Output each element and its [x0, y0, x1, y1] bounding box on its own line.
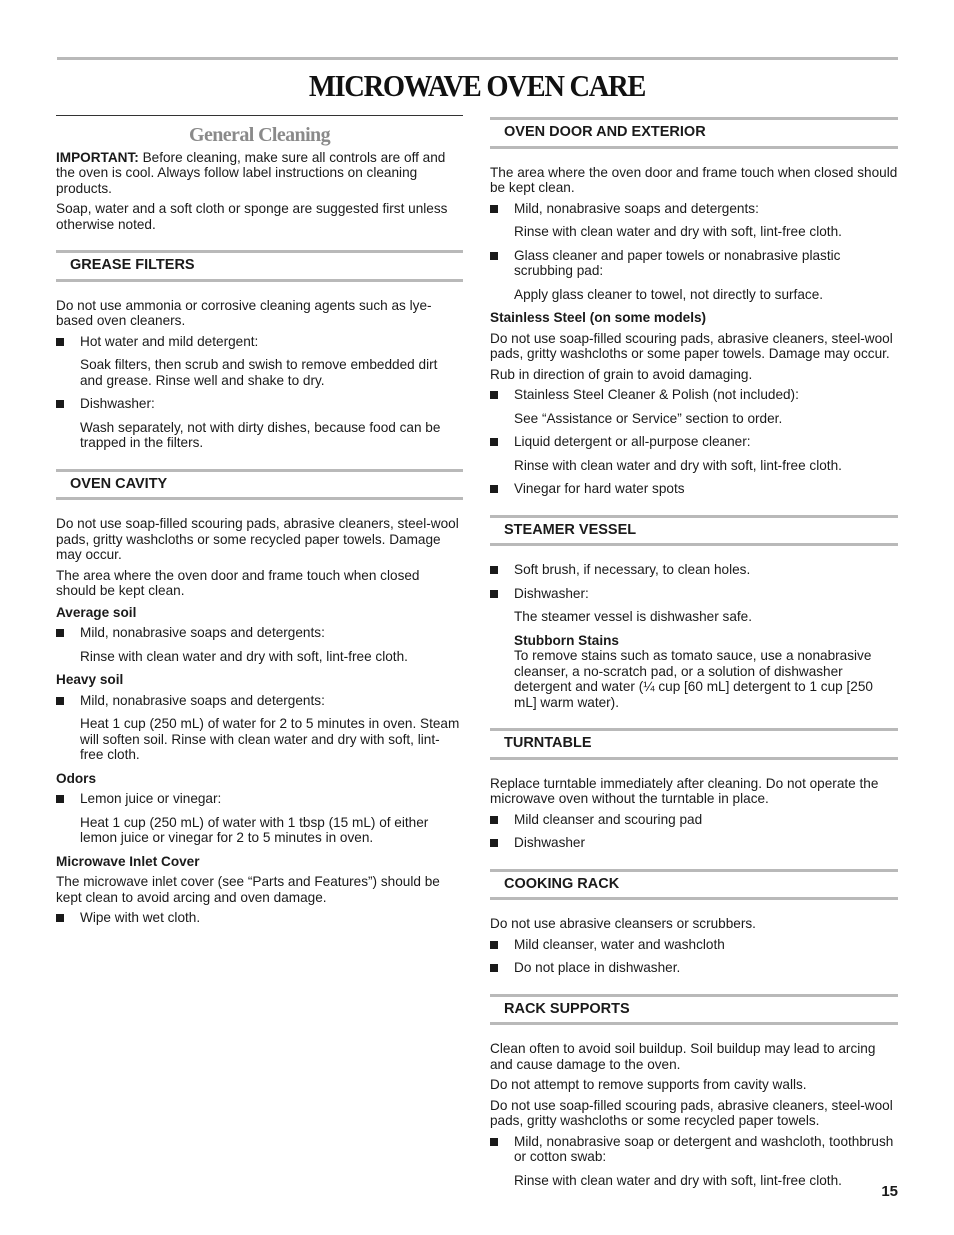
bullet-square-icon — [490, 590, 498, 598]
stubborn-stains-text: To remove stains such as tomato sauce, use a nonabrasive cleanser, a no-scratch pad, or a solution of dishwasher detergent and water (¼ cup [60 mL] detergent to 1 cup [250 mL] warm water). — [514, 648, 873, 710]
list-item — [490, 481, 898, 497]
bullet-detail: Rinse with clean water and dry with soft, lint-free cloth. — [514, 224, 842, 239]
bullet-text: Dishwasher: — [514, 585, 589, 601]
turntable-intro: Replace turntable immediately after cleaning. Do not operate the microwave oven without the turntable in place. — [490, 775, 879, 806]
page-number: 15 — [881, 1183, 898, 1200]
stubborn-stains-block — [490, 633, 898, 711]
list-item — [490, 562, 898, 578]
rack-supports-p3: Do not use soap-filled scouring pads, abrasive cleaners, steel-wool pads, gritty washcloths or some recycled paper towels. — [490, 1097, 893, 1128]
bullet-detail: Rinse with clean water and dry with soft, lint-free cloth. — [514, 457, 842, 473]
right-column — [490, 115, 898, 1196]
steamer-vessel-heading: STEAMER VESSEL — [490, 515, 898, 547]
list-item — [56, 910, 463, 926]
oven-door-heading: OVEN DOOR AND EXTERIOR — [490, 117, 898, 149]
general-cleaning-heading: General Cleaning — [189, 124, 330, 146]
bullet-text: Soft brush, if necessary, to clean holes. — [514, 562, 751, 577]
oven-door-intro: The area where the oven door and frame touch when closed should be kept clean. — [490, 164, 898, 195]
soap-note: Soap, water and a soft cloth or sponge are suggested first unless otherwise noted. — [56, 201, 448, 232]
bullet-text: Mild, nonabrasive soaps and detergents: — [80, 692, 325, 708]
bullet-text: Mild, nonabrasive soaps and detergents: — [80, 625, 325, 640]
list-item — [490, 248, 898, 279]
grease-filters-intro: Do not use ammonia or corrosive cleaning agents such as lye-based oven cleaners. — [56, 297, 432, 328]
rack-supports-p2: Do not attempt to remove supports from cavity walls. — [490, 1077, 807, 1092]
bullet-text: Dishwasher — [514, 835, 586, 850]
list-item — [490, 201, 898, 217]
list-item — [490, 586, 898, 602]
important-label: IMPORTANT: — [56, 149, 139, 165]
inlet-cover-text: The microwave inlet cover (see “Parts and Features”) should be kept clean to avoid arcing and oven damage. — [56, 874, 440, 905]
bullet-text: Hot water and mild detergent: — [80, 333, 259, 349]
grease-filters-heading: GREASE FILTERS — [56, 250, 463, 282]
bullet-text: Do not place in dishwasher. — [514, 960, 681, 975]
bullet-text: Mild, nonabrasive soap or detergent and washcloth, toothbrush or cotton swab: — [514, 1133, 894, 1164]
important-text: Before cleaning, make sure all controls are off and the oven is cool. Always follow label instructions on cleaning products. — [56, 149, 446, 196]
bullet-square-icon — [56, 914, 64, 922]
list-item — [490, 434, 898, 450]
bullet-detail: Soak filters, then scrub and swish to remove embedded dirt and grease. Rinse well and shake to dry. — [80, 357, 438, 388]
heavy-soil-label: Heavy soil — [56, 672, 124, 687]
cooking-rack-intro: Do not use abrasive cleansers or scrubbers. — [490, 916, 756, 931]
rack-supports-heading: RACK SUPPORTS — [490, 994, 898, 1026]
top-rule — [57, 57, 898, 60]
oven-cavity-intro: Do not use soap-filled scouring pads, abrasive cleaners, steel-wool pads, gritty washcloths or some recycled paper towels. Damage may occur. — [56, 516, 459, 562]
bullet-square-icon — [490, 566, 498, 574]
list-item — [490, 1134, 898, 1165]
bullet-text: Mild cleanser, water and washcloth — [514, 936, 725, 952]
bullet-text: Liquid detergent or all-purpose cleaner: — [514, 434, 751, 449]
bullet-text: Lemon juice or vinegar: — [80, 791, 222, 806]
bullet-detail: Apply glass cleaner to towel, not directly to surface. — [514, 286, 824, 302]
stainless-steel-text: Do not use soap-filled scouring pads, abrasive cleaners, steel-wool pads, gritty washcloths or some paper towels. Damage may occur. — [490, 330, 893, 361]
bullet-square-icon — [490, 485, 498, 493]
bullet-square-icon — [56, 795, 64, 803]
bullet-detail: See “Assistance or Service” section to order. — [514, 410, 783, 426]
bullet-square-icon — [490, 438, 498, 446]
bullet-detail: Heat 1 cup (250 mL) of water with 1 tbsp (15 mL) of either lemon juice or vinegar for 2 to 5 minutes in oven. — [80, 814, 429, 845]
bullet-square-icon — [490, 252, 498, 260]
bullet-square-icon — [490, 941, 498, 949]
list-item — [56, 334, 463, 350]
list-item — [56, 791, 463, 807]
bullet-square-icon — [56, 400, 64, 408]
list-item — [490, 812, 898, 828]
stubborn-stains-label: Stubborn Stains — [514, 632, 619, 648]
bullet-square-icon — [56, 629, 64, 637]
list-item — [490, 387, 898, 403]
bullet-square-icon — [490, 1138, 498, 1146]
bullet-square-icon — [490, 816, 498, 824]
bullet-square-icon — [490, 391, 498, 399]
bullet-text: Glass cleaner and paper towels or nonabrasive plastic scrubbing pad: — [514, 247, 841, 278]
bullet-detail: The steamer vessel is dishwasher safe. — [514, 609, 752, 624]
bullet-detail: Rinse with clean water and dry with soft, lint-free cloth. — [514, 1172, 842, 1188]
list-item — [56, 396, 463, 412]
bullet-square-icon — [490, 839, 498, 847]
bullet-text: Wipe with wet cloth. — [80, 910, 201, 925]
bullet-square-icon — [490, 205, 498, 213]
oven-cavity-heading: OVEN CAVITY — [56, 469, 463, 501]
list-item — [56, 625, 463, 641]
bullet-text: Mild cleanser and scouring pad — [514, 811, 703, 827]
important-note — [56, 150, 463, 197]
list-item — [490, 937, 898, 953]
list-item — [56, 693, 463, 709]
bullet-text: Vinegar for hard water spots — [514, 481, 685, 496]
bullet-detail: Heat 1 cup (250 mL) of water for 2 to 5 minutes in oven. Steam will soften soil. Rinse with clean water and dry with soft, lint-free cloth. — [80, 716, 460, 762]
odors-label: Odors — [56, 770, 97, 786]
bullet-text: Dishwasher: — [80, 396, 155, 411]
bullet-text: Mild, nonabrasive soaps and detergents: — [514, 200, 759, 216]
bullet-detail: Wash separately, not with dirty dishes, because food can be trapped in the filters. — [80, 419, 441, 450]
oven-cavity-intro-2: The area where the oven door and frame touch when closed should be kept clean. — [56, 567, 420, 598]
cooking-rack-heading: COOKING RACK — [490, 869, 898, 901]
bullet-square-icon — [490, 964, 498, 972]
average-soil-label: Average soil — [56, 604, 137, 620]
left-column — [56, 115, 463, 934]
page-title: MICROWAVE OVEN CARE — [308, 68, 646, 103]
bullet-detail: Rinse with clean water and dry with soft, lint-free cloth. — [80, 648, 408, 664]
bullet-square-icon — [56, 338, 64, 346]
rack-supports-p1: Clean often to avoid soil buildup. Soil buildup may lead to arcing and cause damage to the oven. — [490, 1041, 876, 1072]
inlet-cover-label: Microwave Inlet Cover — [56, 853, 200, 869]
turntable-heading: TURNTABLE — [490, 728, 898, 760]
list-item — [490, 960, 898, 976]
stainless-steel-text-2: Rub in direction of grain to avoid damaging. — [490, 366, 753, 382]
list-item — [490, 835, 898, 851]
stainless-steel-label: Stainless Steel (on some models) — [490, 310, 707, 325]
bullet-square-icon — [56, 697, 64, 705]
bullet-text: Stainless Steel Cleaner & Polish (not included): — [514, 387, 799, 402]
